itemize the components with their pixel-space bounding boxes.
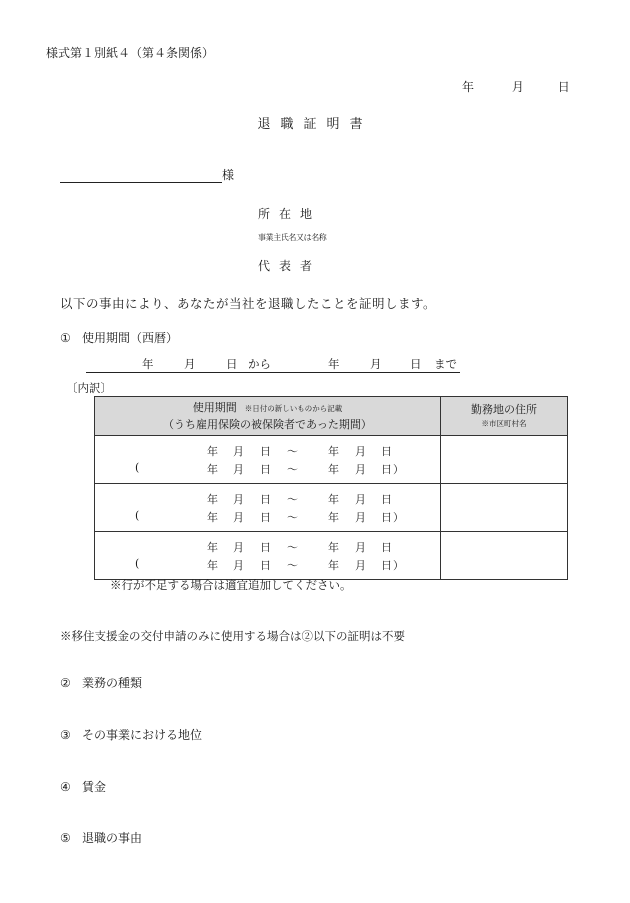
period-row-year: 年 [328,493,339,506]
period-row-day: 日 [260,541,271,554]
period-row-month: 月 [233,511,244,524]
period-paren-open: ( [135,557,140,570]
header-place-cell [441,397,568,436]
period-row-year: 年 [207,463,218,476]
document-title: 退職証明書 [257,117,373,132]
table-row [95,532,568,580]
period-line [95,443,441,459]
to-word: まで [434,357,457,371]
period-paren-close: ） [393,559,404,572]
date-year: 年 [462,80,475,94]
section-3-label: その事業における地位 [82,728,203,742]
from-year: 年 [142,357,154,371]
header-place-note: ※市区町村名 [481,419,527,428]
period-row-year: 年 [207,445,218,458]
period-row-year: 年 [207,511,218,524]
period-row-month: 月 [355,559,366,572]
period-row-day: 日 [381,463,392,476]
period-row-month: 月 [355,493,366,506]
addressee-suffix: 様 [222,168,235,182]
company-location: 所在地 [258,207,322,221]
period-cell[interactable] [95,484,441,532]
section-5-number: ⑤ [60,831,71,845]
table-row [95,436,568,484]
section-5-label: 退職の事由 [82,831,143,845]
period-paren-open: ( [135,509,140,522]
period-line [95,539,441,555]
period-row-year: 年 [328,559,339,572]
header-period-note: ※日付の新しいものから記載 [244,403,343,413]
period-row-month: 月 [355,541,366,554]
period-row-month: 月 [233,445,244,458]
insured-period-line [95,461,441,477]
period-row-month: 月 [355,445,366,458]
period-row-year: 年 [328,511,339,524]
period-row-year: 年 [328,445,339,458]
period-row-day: 日 [381,559,392,572]
period-row-year: 年 [207,493,218,506]
period-line [95,491,441,507]
period-row-sep: ～ [287,463,298,476]
period-paren-open: ( [135,461,140,474]
header-period: 使用期間 [192,400,237,414]
from-month: 月 [184,357,196,371]
period-row-day: 日 [260,511,271,524]
relocation-note: ※移住支援金の交付申請のみに使用する場合は②以下の証明は不要 [60,629,405,643]
section-3-heading [60,726,202,743]
from-word: から [248,357,271,371]
section-4-heading [60,778,106,795]
date-month: 月 [511,80,524,94]
table-row [95,484,568,532]
section-1-label: 使用期間（西暦） [82,331,179,345]
period-row-year: 年 [207,559,218,572]
insured-period-line [95,509,441,525]
certification-statement: 以下の事由により、あなたが当社を退職したことを証明します。 [60,296,437,311]
to-day: 日 [410,357,422,371]
breakdown-header-row [95,397,568,436]
section-1-heading [60,329,178,346]
period-row-year: 年 [328,463,339,476]
period-row-month: 月 [233,493,244,506]
addressee-blank[interactable] [60,168,222,183]
addressee [60,166,234,183]
place-cell[interactable] [441,436,568,484]
period-row-sep: ～ [287,445,298,458]
section-4-number: ④ [60,780,71,794]
to-year: 年 [328,357,340,371]
section-2-label: 業務の種類 [82,676,143,690]
period-cell[interactable] [95,532,441,580]
form-label: 様式第１別紙４（第４条関係） [46,46,215,60]
period-row-month: 月 [355,511,366,524]
period-row-day: 日 [260,493,271,506]
issue-date [462,78,570,95]
section-2-heading [60,674,142,691]
section-2-number: ② [60,676,71,690]
period-row-year: 年 [328,541,339,554]
breakdown-table [94,396,568,580]
period-row-day: 日 [260,463,271,476]
period-row-day: 日 [381,511,392,524]
period-row-year: 年 [207,541,218,554]
place-cell[interactable] [441,484,568,532]
period-row-month: 月 [233,541,244,554]
section-4-label: 賃金 [82,780,107,794]
header-period-sub: （うち雇用保険の被保険者であった期間） [163,417,372,431]
period-row-day: 日 [260,445,271,458]
period-row-day: 日 [260,559,271,572]
company-owner-name: 事業主氏名又は名称 [258,233,327,242]
period-row-day: 日 [381,445,392,458]
period-row-sep: ～ [287,511,298,524]
to-month: 月 [370,357,382,371]
table-note: ※行が不足する場合は適宜追加してください。 [110,578,352,592]
header-place: 勤務地の住所 [471,403,537,416]
date-day: 日 [557,80,570,94]
section-1-number: ① [60,331,71,345]
period-paren-close: ） [393,511,404,524]
header-period-cell [95,397,441,436]
company-representative: 代表者 [258,259,322,273]
period-paren-close: ） [393,463,404,476]
period-row-day: 日 [381,541,392,554]
period-row-sep: ～ [287,559,298,572]
period-cell[interactable] [95,436,441,484]
from-day: 日 [226,357,238,371]
breakdown-label: 〔内訳〕 [66,381,112,395]
section-3-number: ③ [60,728,71,742]
period-row-sep: ～ [287,493,298,506]
period-row-month: 月 [233,559,244,572]
employment-period-line[interactable] [86,356,460,373]
period-row-day: 日 [381,493,392,506]
period-row-month: 月 [233,463,244,476]
place-cell[interactable] [441,532,568,580]
section-5-heading [60,829,142,846]
insured-period-line [95,557,441,573]
period-row-sep: ～ [287,541,298,554]
period-row-month: 月 [355,463,366,476]
